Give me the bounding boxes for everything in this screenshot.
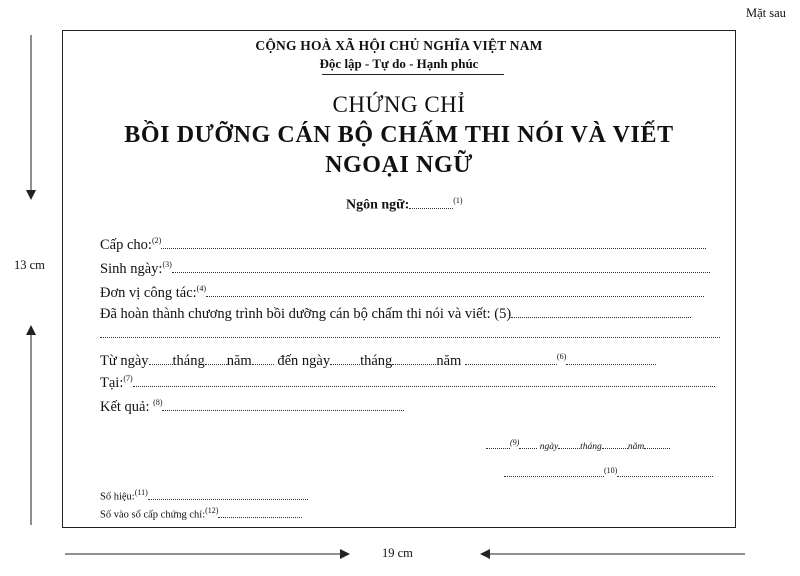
so-vao-so-label: Số vào sổ cấp chứng chỉ: — [100, 509, 206, 521]
height-dimension-arrows — [20, 30, 42, 530]
motto-underline — [322, 74, 504, 75]
ket-qua-dots — [162, 400, 404, 411]
ket-qua-ref: (8) — [153, 398, 163, 407]
tu-ngay-dots — [149, 354, 173, 365]
sig-ngay-dots — [558, 438, 580, 449]
tu-thang-label: tháng — [172, 352, 205, 369]
den-ngay-label: đến ngày — [277, 352, 331, 369]
sig-nam-dots — [644, 438, 670, 449]
field-hoan-thanh — [100, 306, 691, 323]
tu-nam-dots — [252, 354, 274, 365]
motto: Độc lập - Tự do - Hạnh phúc — [319, 56, 479, 71]
sig-ref10: (10) — [604, 466, 618, 475]
width-dimension-label: 19 cm — [382, 546, 413, 560]
so-hieu-label: Số hiệu: — [100, 491, 135, 503]
title-line2: BỒI DƯỠNG CÁN BỘ CHẤM THI NÓI VÀ VIẾT — [124, 122, 674, 148]
signature-title-line — [504, 466, 713, 480]
den-nam-dots — [465, 354, 557, 365]
field-so-vao-so — [100, 506, 302, 521]
cap-cho-label: Cấp cho: — [100, 236, 152, 253]
den-thang-label: tháng — [360, 352, 393, 369]
sinh-ngay-ref: (3) — [162, 260, 172, 269]
title-line3: NGOẠI NGỮ — [325, 152, 473, 178]
hoan-thanh-label: Đã hoàn thành chương trình bồi dưỡng cán bộ chấm thi nói và viết: (5) — [100, 306, 512, 322]
sig-thang: tháng — [580, 442, 602, 453]
sinh-ngay-label: Sinh ngày: — [100, 260, 163, 277]
side-label: Mặt sau — [746, 6, 786, 20]
tu-nam-label: năm — [226, 352, 252, 369]
sig-nam: năm — [627, 442, 645, 453]
so-vao-so-dots — [218, 507, 302, 518]
don-vi-label: Đơn vị công tác: — [100, 284, 197, 301]
cap-cho-dots — [161, 238, 706, 249]
sig-thang-dots — [602, 438, 628, 449]
tai-dots — [133, 376, 715, 387]
don-vi-dots — [206, 286, 704, 297]
height-dimension-label: 13 cm — [14, 258, 45, 272]
so-hieu-ref: (11) — [134, 488, 148, 497]
sig-ngay: ngày — [539, 442, 559, 453]
field-ket-qua — [100, 398, 404, 416]
tu-ngay-end-dots — [566, 354, 656, 365]
sig-pre-ngay-dots — [519, 438, 537, 449]
language-dots — [409, 198, 453, 209]
sig-title-dots-right — [617, 466, 713, 477]
title-line1: CHỨNG CHỈ — [332, 92, 466, 117]
sig-ref9: (9) — [510, 438, 520, 447]
so-hieu-dots — [148, 489, 308, 500]
don-vi-ref: (4) — [196, 284, 206, 293]
sig-place-dots — [486, 438, 510, 449]
tai-label: Tại: — [100, 374, 124, 391]
field-so-hieu — [100, 488, 308, 503]
tai-ref: (7) — [123, 374, 133, 383]
language-label: Ngôn ngữ: — [346, 197, 410, 213]
tu-ngay-label: Từ ngày — [100, 352, 149, 369]
cap-cho-ref: (2) — [151, 236, 162, 245]
blank-continuation-line — [100, 336, 720, 338]
tu-thang-dots — [205, 354, 227, 365]
den-ngay-dots — [330, 354, 360, 365]
field-cap-cho — [100, 236, 706, 254]
field-tu-ngay — [100, 352, 656, 370]
sig-title-dots-left — [504, 466, 604, 477]
den-nam-label: năm — [436, 352, 462, 369]
hoan-thanh-dots — [511, 307, 691, 318]
nation-title: CỘNG HOÀ XÃ HỘI CHỦ NGHĨA VIỆT NAM — [255, 38, 543, 53]
den-thang-dots — [392, 354, 436, 365]
language-line — [346, 196, 463, 214]
tu-ngay-ref: (6) — [556, 352, 567, 361]
so-vao-so-ref: (12) — [205, 506, 219, 515]
sinh-ngay-dots — [172, 262, 710, 273]
language-ref: (1) — [453, 196, 463, 205]
field-tai — [100, 374, 715, 392]
ket-qua-label: Kết quả: — [100, 398, 150, 415]
field-sinh-ngay — [100, 260, 710, 278]
field-don-vi — [100, 284, 704, 302]
signature-date-line — [486, 438, 670, 452]
